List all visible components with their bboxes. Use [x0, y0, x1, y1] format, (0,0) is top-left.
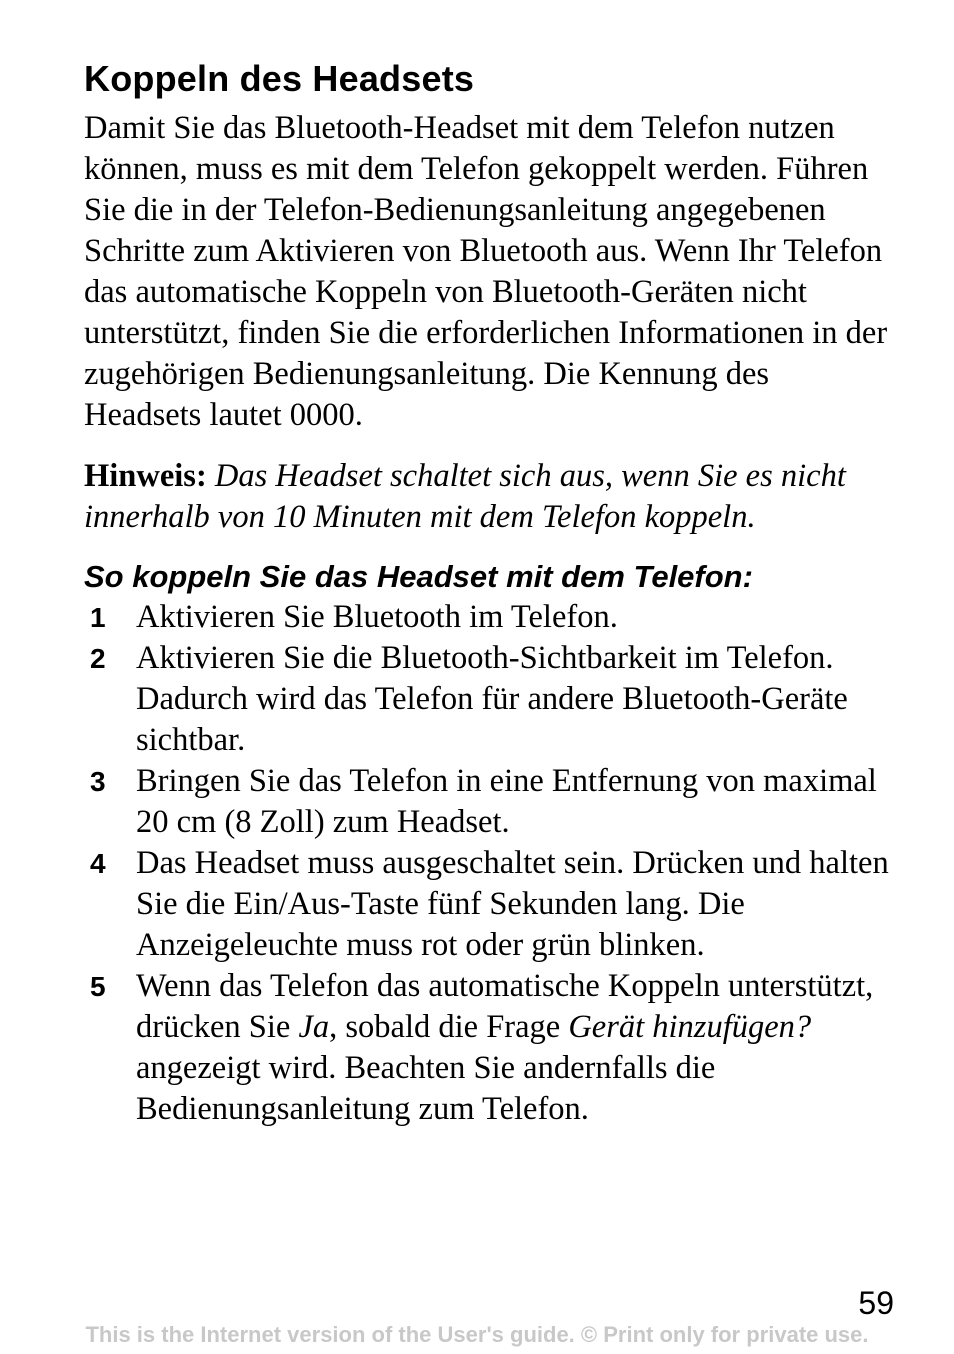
step-text-part: , sobald die Frage	[329, 1009, 569, 1045]
key-label: Ja	[298, 1009, 330, 1045]
step-number: 2	[90, 643, 106, 674]
step-text: Bringen Sie das Telefon in eine Entfernung von maximal 20 cm (8 Zoll) zum Headset.	[136, 763, 877, 840]
note-paragraph	[84, 456, 894, 538]
step-item	[84, 966, 894, 1130]
step-text-part: Wenn das Telefon das automatische Koppeln unterstützt, drücken Sie	[136, 968, 874, 1045]
prompt-label: Gerät hinzufügen?	[568, 1009, 812, 1045]
step-number: 5	[90, 971, 106, 1002]
page-number: 59	[858, 1285, 894, 1321]
procedure-heading: So koppeln Sie das Headset mit dem Telefon:	[84, 559, 753, 594]
step-number: 3	[90, 766, 106, 797]
note-text: Das Headset schaltet sich aus, wenn Sie es nicht innerhalb von 10 Minuten mit dem Telefon koppeln.	[84, 458, 846, 535]
step-text-part: angezeigt wird. Beachten Sie andernfalls die Bedienungsanleitung zum Telefon.	[136, 1050, 716, 1127]
step-text: Aktivieren Sie Bluetooth im Telefon.	[136, 599, 618, 635]
step-text: Das Headset muss ausgeschaltet sein. Drücken und halten Sie die Ein/Aus-Taste fünf Sekunden lang. Die Anzeigeleuchte muss rot oder grün blinken.	[136, 845, 889, 963]
note-label: Hinweis:	[84, 458, 207, 494]
step-list	[84, 597, 894, 1130]
step-text	[136, 966, 894, 1130]
intro-paragraph: Damit Sie das Bluetooth-Headset mit dem Telefon nutzen können, muss es mit dem Telefon gekoppelt werden. Führen Sie die in der Telefon-Bedienungsanleitung angegebenen Schritte zum Aktivieren von Bluetooth aus. Wenn Ihr Telefon das automatische Koppeln von Bluetooth-Geräten nicht unterstützt, finden Sie die erforderlichen Informationen in der zugehörigen Bedienungsanleitung. Die Kennung des Headsets lautet 0000.	[84, 110, 888, 433]
step-item	[84, 638, 894, 761]
step-number: 4	[90, 848, 106, 879]
footer-notice: This is the Internet version of the User's guide. © Print only for private use.	[85, 1322, 869, 1347]
step-item	[84, 843, 894, 966]
section-title: Koppeln des Headsets	[84, 58, 475, 99]
step-text: Aktivieren Sie die Bluetooth-Sichtbarkeit im Telefon. Dadurch wird das Telefon für andere Bluetooth-Geräte sichtbar.	[136, 640, 848, 758]
step-item	[84, 597, 894, 638]
document-page	[84, 56, 894, 1130]
step-item	[84, 761, 894, 843]
step-number: 1	[90, 602, 106, 633]
